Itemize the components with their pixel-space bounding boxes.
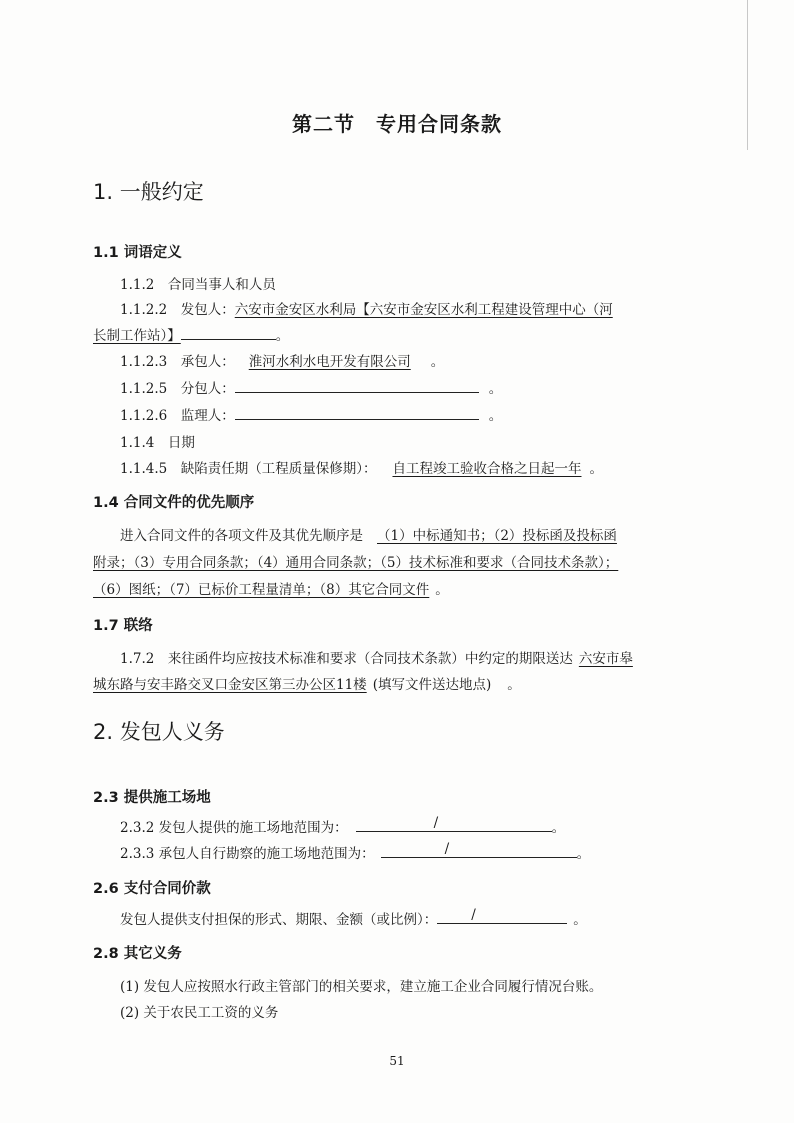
liaison-line-2: 城东路与安丰路交叉口金安区第三办公区11楼 (填写文件送达地点) 。 — [93, 677, 521, 693]
clause-2-3-3: 2.3.3 承包人自行勘察的施工场地范围为： / 。 — [120, 841, 591, 862]
priority-line-3: （6）图纸；（7）已标价工程量清单；（8）其它合同文件 。 — [93, 582, 449, 598]
contractor-value: 淮河水利水电开发有限公司 — [248, 354, 411, 370]
clause-1-1-2-2 — [120, 298, 613, 318]
site-scope-blank: / — [356, 817, 552, 832]
payment-guarantee-blank: / — [437, 909, 567, 924]
subcontractor-label: 1.1.2.5 分包人： — [120, 381, 235, 397]
page-title: 第二节 专用合同条款 — [292, 112, 502, 136]
liaison-line-1: 1.7.2 来往函件均应按技术标准和要求（合同技术条款）中约定的期限送达 六安市皋 — [120, 651, 633, 667]
survey-scope-blank: / — [381, 843, 577, 858]
supervisor-label: 1.1.2.6 监理人： — [120, 408, 235, 424]
clause-1-1-2-6: 1.1.2.6 监理人： 。 — [120, 404, 502, 424]
obligation-item-1: (1) 发包人应按照水行政主管部门的相关要求，建立施工企业合同履行情况台账。 — [120, 979, 603, 995]
section-2-6-heading: 2.6 支付合同价款 — [93, 881, 211, 897]
subcontractor-blank — [235, 378, 479, 393]
employer-value-line1: 六安市金安区水利局【六安市金安区水利工程建设管理中心（河 — [234, 302, 613, 318]
defect-period-value: 自工程竣工验收合格之日起一年 — [392, 461, 582, 477]
section-1-7-heading: 1.7 联络 — [93, 618, 153, 634]
clause-1-1-2-3: 1.1.2.3 承包人： 淮河水利水电开发有限公司 。 — [120, 354, 445, 370]
section-2-8-heading: 2.8 其它义务 — [93, 946, 182, 962]
defect-period-label: 1.1.4.5 缺陷责任期（工程质量保修期）： — [120, 461, 377, 477]
supervisor-blank — [235, 405, 479, 420]
clause-1-1-2-2-cont: 长制工作站）】 。 — [93, 324, 289, 344]
clause-1-1-2-5: 1.1.2.5 分包人： 。 — [120, 377, 502, 397]
section-2-3-heading: 2.3 提供施工场地 — [93, 790, 211, 806]
blank-line — [181, 325, 276, 340]
employer-label: 1.1.2.2 发包人： — [120, 302, 235, 318]
clause-2-3-2: 2.3.2 发包人提供的施工场地范围为： / 。 — [120, 815, 566, 836]
obligation-item-2: (2) 关于农民工工资的义务 — [120, 1005, 279, 1021]
page-number: 51 — [389, 1054, 405, 1068]
section-2-heading: 2. 发包人义务 — [93, 720, 225, 744]
clause-1-1-4: 1.1.4 日期 — [120, 435, 195, 451]
clause-1-1-4-5: 1.1.4.5 缺陷责任期（工程质量保修期）： 自工程竣工验收合格之日起一年 。 — [120, 461, 603, 477]
employer-value-line2: 长制工作站）】 — [93, 328, 181, 344]
section-1-heading: 1. 一般约定 — [93, 180, 204, 204]
priority-line-1: 进入合同文件的各项文件及其优先顺序是 （1）中标通知书；（2）投标函及投标函 — [120, 528, 617, 544]
payment-guarantee-line: 发包人提供支付担保的形式、期限、金额（或比例）： / 。 — [120, 907, 587, 928]
clause-1-1-2: 1.1.2 合同当事人和人员 — [120, 277, 276, 293]
priority-line-2: 附录；（3）专用合同条款；（4）通用合同条款；（5）技术标准和要求（合同技术条款）； — [93, 555, 619, 571]
section-1-4-heading: 1.4 合同文件的优先顺序 — [93, 495, 255, 511]
contractor-label: 1.1.2.3 承包人： — [120, 354, 235, 370]
section-1-1-heading: 1.1 词语定义 — [93, 245, 182, 261]
